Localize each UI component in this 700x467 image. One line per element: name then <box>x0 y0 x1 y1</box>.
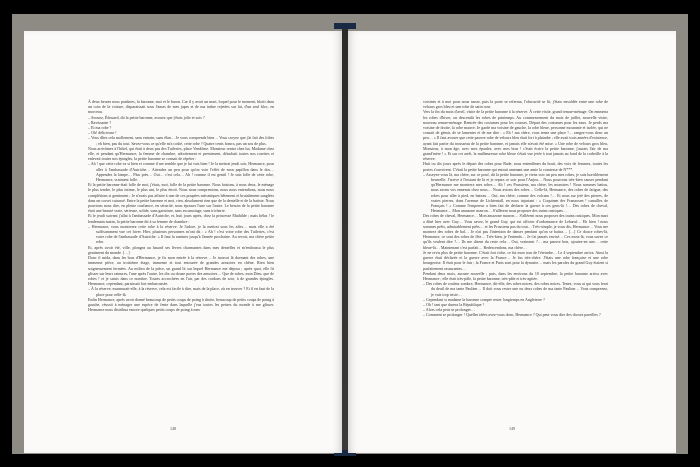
open-book <box>12 14 688 454</box>
paragraph: – Ravissante ? <box>88 119 112 125</box>
paragraph: – Comment se prolonger ! Quelles idées avez-vous donc, Hermance ? Qui peut vous dire des choses pareilles ? <box>423 312 601 318</box>
paragraph: – Oh ! tant que durera la République ! <box>423 301 484 307</box>
paragraph: – À la réserve, murmurait-elle, à la réserve, cela est facile à dire, mais de la place, où en trouver ? Et il en faut de la place pour celle-là. <box>88 286 274 297</box>
paragraph: Huit ou dix jours après le départ des robes pour Bade, nous entendîmes du bruit, des voix de femmes, toutes les portes s'ouvrirent. C'était la petite baronne qui entrait amenant une amie la comtesse de N***. <box>423 161 608 172</box>
paragraph: – Ah ! que cette robe va si bien et comme il me semble que je lui vais bien ! Je la mettrai jeudi soir, Hermance, pour aller à l'ambassade d'Autriche… Attendez un peu pour qu'on voie l'effet de mon papillon dans le dos… Appendez la lampe… Plus près… Oui… c'est cela… Ah ! comme il est gentil ! Je suis folle de cette robe, Hermance, vraiment folle. <box>88 161 274 183</box>
headband-top <box>334 23 356 29</box>
paragraph: Je ne revis plus de petite baronne. C'était fort riche, ce fut mon tour de l'éteindre… Le 4 septembre arriva. Ainsi la guerre était déclarée et la guerre avec la France… Je fus très-chère. J'étais une robe française et une robe bourgeoise. Il était pour le fuir ; la France et Paris sont pour la dynastie… mais les paroles du grand Guy étaient si parfaitement rassurantes… <box>423 249 608 271</box>
paragraph: – Et ma robe ? <box>88 125 112 131</box>
paragraph: Enfin Hermance, après avoir donné beaucoup de petits coups de poing à droite, beaucoup de petits coups de poing à gauche, réussit à ménager une espèce de fente dans laquelle j'eus toutes les peines du monde à me glisser. Hermance nous distribua encore quelques petits coups de poing à mes <box>88 296 274 313</box>
paragraph: Et la petite baronne était folle de moi, j'étais, moi, folle de la petite baronne. Nous faisions, à nous deux, le ménage le plus tendre, le plus intime, le plus uni, le plus étroit. Nous nous comprenions, nous nous entendions, nous nous complétions si gentiment ; Je n'avais pas affaire à une de ces poupées mécaniques bêtement et brutalement sanglées dans un corset cuirassé. Entre la petite baronne et moi, rien, absolument rien que de la dentelle et de la batiste. Nous pouvions nous dire, en pleine confiance, en sécurité, nous épouser l'une sur l'autre. Le besoin de la petite baronne était une beauté vraie, sérieuse, solide, sans garniture, sans escamotage, sans tricherie. <box>88 182 274 214</box>
paragraph: À deux heures nous partîmes, la baronne, moi et le baron. Car il y avait un mari, loquel pour le moment, blotti dans un coin de la voiture, disparaissait sous l'amas de mes jupes et de ma traîne rejetées sur lui, d'un seul bloc, en morceau. <box>88 99 274 115</box>
paragraph: – Avouez, Édouard, dit la petite baronne, avouez que j'étais jolie et sois ? <box>88 114 205 120</box>
right-page-number: 149 <box>509 426 515 431</box>
paragraph: – Alors cela peut se prolonger… <box>423 307 475 313</box>
paragraph: – Oh! délicieuse ! <box>88 130 117 136</box>
paragraph: Et le jeudi suivant j'allai à l'ambassade d'Autriche, et, huit jours après, chez la princesse Mathilde ; mais hélas ! le lendemain matin, la petite baronne dit à sa femme de chambre : <box>88 213 274 224</box>
paragraph: Et, après avoir été, ville, plongea au hasard ses lèvres charmantes dans mes dentelles et m'embrassa le plus gentiment du monde. […] <box>88 244 274 255</box>
left-page-number: 148 <box>170 426 176 431</box>
paragraph: Pendant deux mois, aucune nouvelle ; puis, dans les environs du 10 septembre, la petite baronne arriva avec Hermance ; elle était très-pâle, la petite baronne, très-pâle et très-agitée. <box>423 270 608 281</box>
paragraph: – Asseyez-vous là, ma chère, sur ce pouf, dit la petite baronne, je viens voir un peu mes robes, je suis horriblement beurrelle. J'arrive à l'instant de là et je repars ce soir pour l'Anjou… Nous pourrons très-bien causer pendant qu'Hermance me montrera mes robes… Ah ! ces Prussiens, ma chère, les monstres ! Nous sommes battus, nous avons vos ennemis chez nous… Nous avions des robes… Celle-là, Hermance, des robes de fatigue, des robes pour aller à pied, en bateau… Oui, ma chère, comme des volcans !… Et nous sur jetè des pierres, de vraies pierres, dans l'avenue de Lichtentall, en nous injuriant : « Coquinen der Franzosen ! canailles de Français ! » Comme l'empereur a bien fait de déclarer la guerre à ces gens-là !… Des robes de cheval, Hermance… Mon amazone marron… S'allèrent nous proposer des trains rustiques… <box>423 171 608 214</box>
right-page <box>348 31 676 453</box>
left-page-text <box>88 99 274 312</box>
right-page-text <box>423 99 608 318</box>
paragraph: Nous arrivâmes à l'hôtel, qui était à deux pas des Tuileries, place Vendôme. Monsieur rentra chez lui, Madame chez elle, et pendant qu'Hermance, la femme de chambre, adroitement et prestement, détachait toutes nos rosettes et enlevait toutes nos épingles, la petite baronne se consait de répéter : <box>88 145 274 162</box>
left-page <box>24 31 342 453</box>
paragraph: – Cependant si madame la baronne compte rester longtemps en Angleterre ? <box>423 296 545 302</box>
paragraph: voisines et à moi pour nous tasser, puis la porte se referma, l'obscurité se fit, j'étais ensoldée entre une robe de velours gros bleu et une robe de satin rose. <box>423 99 608 110</box>
paragraph: Donc il mida, dans les bras d'Hermance, je fis mon entrée à la réserve… Je trouvai là dormant des robes, une immense pièce, au troisième étage, immense et tout entourée de grandes armoires en chêne. Rien bien soigneusement fermées. Au milieu de la pièce, un grand lit sur lequel Hermance me déposa ; après quoi, elle fit glisser sur leurs rainures, l'une après l'autre, les dix ou douze portes des armoires… Que de robes, mon Dieu, que de robes ! et je saisis dans ce nombre. Toutes accrochées en l'air, par des cordons de soie, à de grandes épingles. Hermance, cependant, paraissait fort embarrassée. <box>88 255 274 287</box>
paragraph: – Hermance, vous montrerez cette robe à la réserve. Je l'adore, je la mettrai sous les ailes… mais elle a été suffisamment vue cet hiver. Hier, plusieurs personnes m'ont dit : « Ah ! c'est votre robe des Tuileries, c'est votre robe de l'ambassade d'Autriche. » Il faut la ranimer jusqu'à l'année prochaine. Au revoir, ma chère petite robe. <box>88 223 274 245</box>
paragraph: – Vous dîtes cela mollement, sans entrain, sans élan… Je vous comprends bien… Vous croyez que j'ai fait des folies ; eh bien, pas du tout. Savez-vous ce qu'elle m'a coûté, cette robe ? Quatre cents francs, pas un sou de plus. <box>88 135 274 146</box>
paragraph: – Des robes de couleur sombre, Hermance, dit-elle, des robes noires, des robes noires. Tenez, vous ai qui vous ferai du deuil de ma tante Pauline… Il doit vous rester une ou deux robes de ma tante Pauline… Vous comprenez, je vais trop triste… <box>423 281 608 297</box>
paragraph: Des robes de cheval, Hermance… Mon amazone marron… S'allèrent nous proposer des trains rustiques. Mon mari a dîné hier avec Guy… Vous savez, le grand Guy, qui est officier d'ordonnance de Lebœuf… Eh bien ! nous sommes prêts, admirablement prêts… et les Prussiens pas du tout… Très-simple, je vous dis, Hermance… Vous me montrez des robes de bal… Je n'ai pas l'intention de danser pendant qu'on se battra… […] Ce douce robes-là, Hermance, ce sont des robes de fête… Très-bien, je l'entends… Je t'ai jamais envisé… Ces mots-là, vous savez ce qu'ils veulent dire ?… Ils me disent du reste cela… Oui, vraiment ?… ma pauvre bon, ajoutez-en une… cette bleue-là… Maintenant c'est parfait… Redescendons, ma chère… <box>423 213 608 250</box>
paragraph: Vers la fin du mois d'avril, visite de la petite baronne à la réserve. À cette visite, grand remue-ménage. On emmena les robes d'hiver, on descendit les robes de printemps. Au commencement du mois de juillet, nouvelle visite, nouveau remue-ménage. Rentrée des costumes pour les courses. Départ des costumes pour les eaux. Je perds ma voisine de droite, la robe mauve. Je garde ma voisine de gauche, la robe bleue, personne mourante et isolée, qui ne consait de gémir, de se lamenter et de me dire : « Eh ! ma chère, vous tenez une place !… rangez-vous donc un peu… » Il faut avouer que cette pauvre robe de velours bleu était fort à plaindre ; elle avait trois années d'existence, ayant fait partie du trousseau de la petite baronne, et jamais elle n'avait été mise. « Une robe de velours gros bleu, Monsieur, à mon âge, avec mes épaules, avec mes bras ! c'était écrire la petite baronne, j'aurais l'air de ma grand'mère ! » Et sur cet arrêt, la malheureuse robe bleue s'était vue jetée à tout jamais au fond de la corbeille à la réserve. <box>423 109 608 162</box>
